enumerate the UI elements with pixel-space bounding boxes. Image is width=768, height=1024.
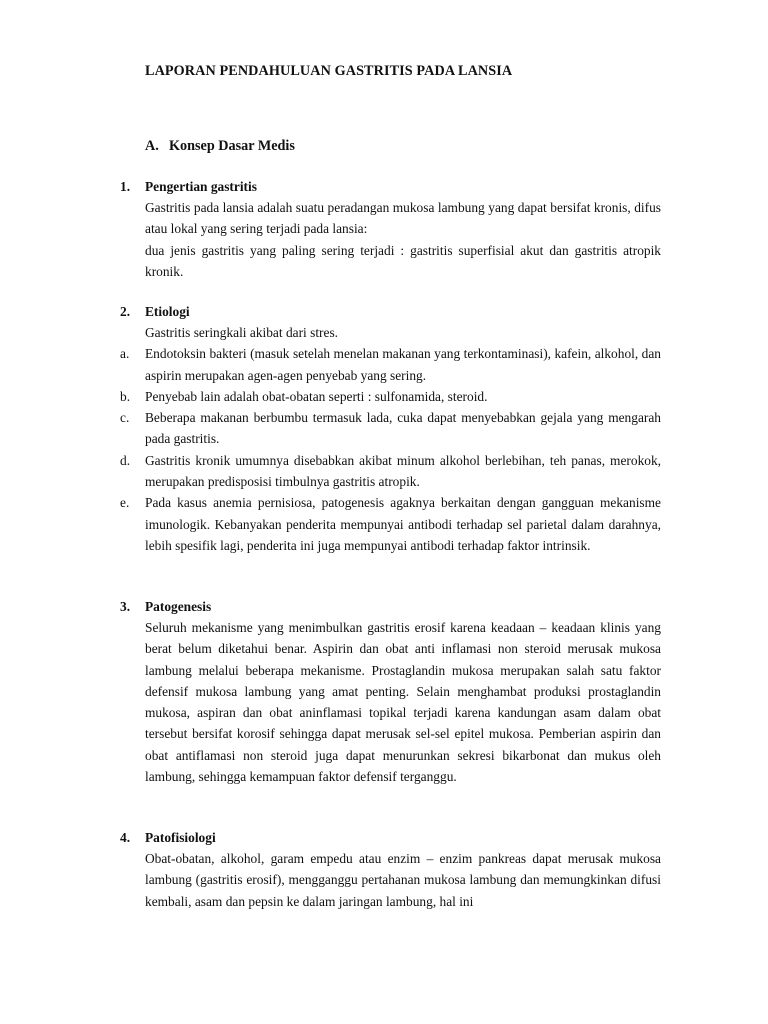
heading-number: 3.: [120, 599, 131, 614]
list-item: [120, 407, 661, 450]
heading-number: 2.: [120, 304, 131, 319]
heading-patofisiologi: [120, 827, 661, 848]
section-letter: A.: [145, 138, 159, 154]
list-marker: e.: [120, 495, 130, 511]
list-marker: b.: [120, 388, 131, 404]
heading-text: Pengertian gastritis: [145, 179, 257, 194]
heading-number: 4.: [120, 830, 131, 845]
section-title: Konsep Dasar Medis: [169, 138, 295, 154]
list-item: [120, 450, 661, 493]
section-pengertian: [120, 176, 661, 282]
paragraph: Gastritis pada lansia adalah suatu peradangan mukosa lambung yang dapat bersifat kronis, difus atau lokal yang sering terjadi pada lansia:: [145, 200, 661, 237]
list-marker: a.: [120, 346, 130, 362]
list-text: Beberapa makanan berbumbu termasuk lada, cuka dapat menyebabkan gejala yang mengarah pada gastritis.: [145, 410, 661, 447]
list-text: Endotoksin bakteri (masuk setelah menelan makanan yang terkontaminasi), kafein, alkohol, dan aspirin merupakan agen-agen penyebab yang sering.: [145, 346, 661, 383]
heading-etiologi: [120, 301, 661, 322]
heading-pengertian: [120, 176, 661, 197]
paragraph: dua jenis gastritis yang paling sering terjadi : gastritis superfisial akut dan gastritis atropik kronik.: [145, 242, 661, 279]
list-item: [120, 343, 661, 386]
list-item: [120, 386, 661, 407]
heading-text: Etiologi: [145, 304, 190, 319]
section-patofisiologi: [120, 827, 661, 912]
list-marker: c.: [120, 410, 130, 426]
heading-number: 1.: [120, 179, 131, 194]
document-title: LAPORAN PENDAHULUAN GASTRITIS PADA LANSIA: [145, 63, 513, 79]
section-heading: [145, 138, 295, 155]
list-text: Penyebab lain adalah obat-obatan seperti : sulfonamida, steroid.: [145, 388, 488, 404]
list-item: [120, 492, 661, 556]
list-text: Pada kasus anemia pernisiosa, patogenesis agaknya berkaitan dengan gangguan mekanisme imunologik. Kebanyakan penderita mempunyai antibodi terhadap sel parietal dalam darahnya, lebih spesifik lagi, penderita ini juga mempunyai antibodi terhadap faktor intrinsik.: [145, 495, 661, 553]
section-etiologi: [120, 301, 661, 556]
list-text: Gastritis kronik umumnya disebabkan akibat minum alkohol berlebihan, teh panas, merokok, merupakan predisposisi timbulnya gastritis atropik.: [145, 452, 661, 490]
heading-patogenesis: [120, 596, 661, 617]
paragraph: Gastritis seringkali akibat dari stres.: [145, 325, 339, 340]
list-marker: d.: [120, 452, 131, 468]
section-patogenesis: [120, 596, 661, 787]
paragraph: Seluruh mekanisme yang menimbulkan gastritis erosif karena keadaan – keadaan klinis yang berat belum diketahui benar. Aspirin dan obat anti inflamasi non steroid merusak mukosa lambung melalui beberapa mekanisme. Prostaglandin mukosa merupakan salah satu faktor defensif mukosa lambung yang amat penting. Selain menghambat produksi prostaglandin mukosa, aspiran dan obat aninflamasi topikal terjadi karena kandungan asam dalam obat tersebut bersifat korosif sehingga dapat merusak sel-sel epitel mukosa. Pemberian aspirin dan obat antiflamasi non steroid juga dapat menurunkan sekresi bikarbonat dan mukus oleh lambung, sehingga kemampuan faktor defensif terganggu.: [145, 620, 661, 785]
paragraph: Obat-obatan, alkohol, garam empedu atau enzim – enzim pankreas dapat merusak mukosa lambung (gastritis erosif), mengganggu pertahanan mukosa lambung dan memungkinkan difusi kembali, asam dan pepsin ke dalam jaringan lambung, hal ini: [145, 851, 661, 909]
heading-text: Patofisiologi: [145, 830, 216, 845]
heading-text: Patogenesis: [145, 599, 212, 614]
